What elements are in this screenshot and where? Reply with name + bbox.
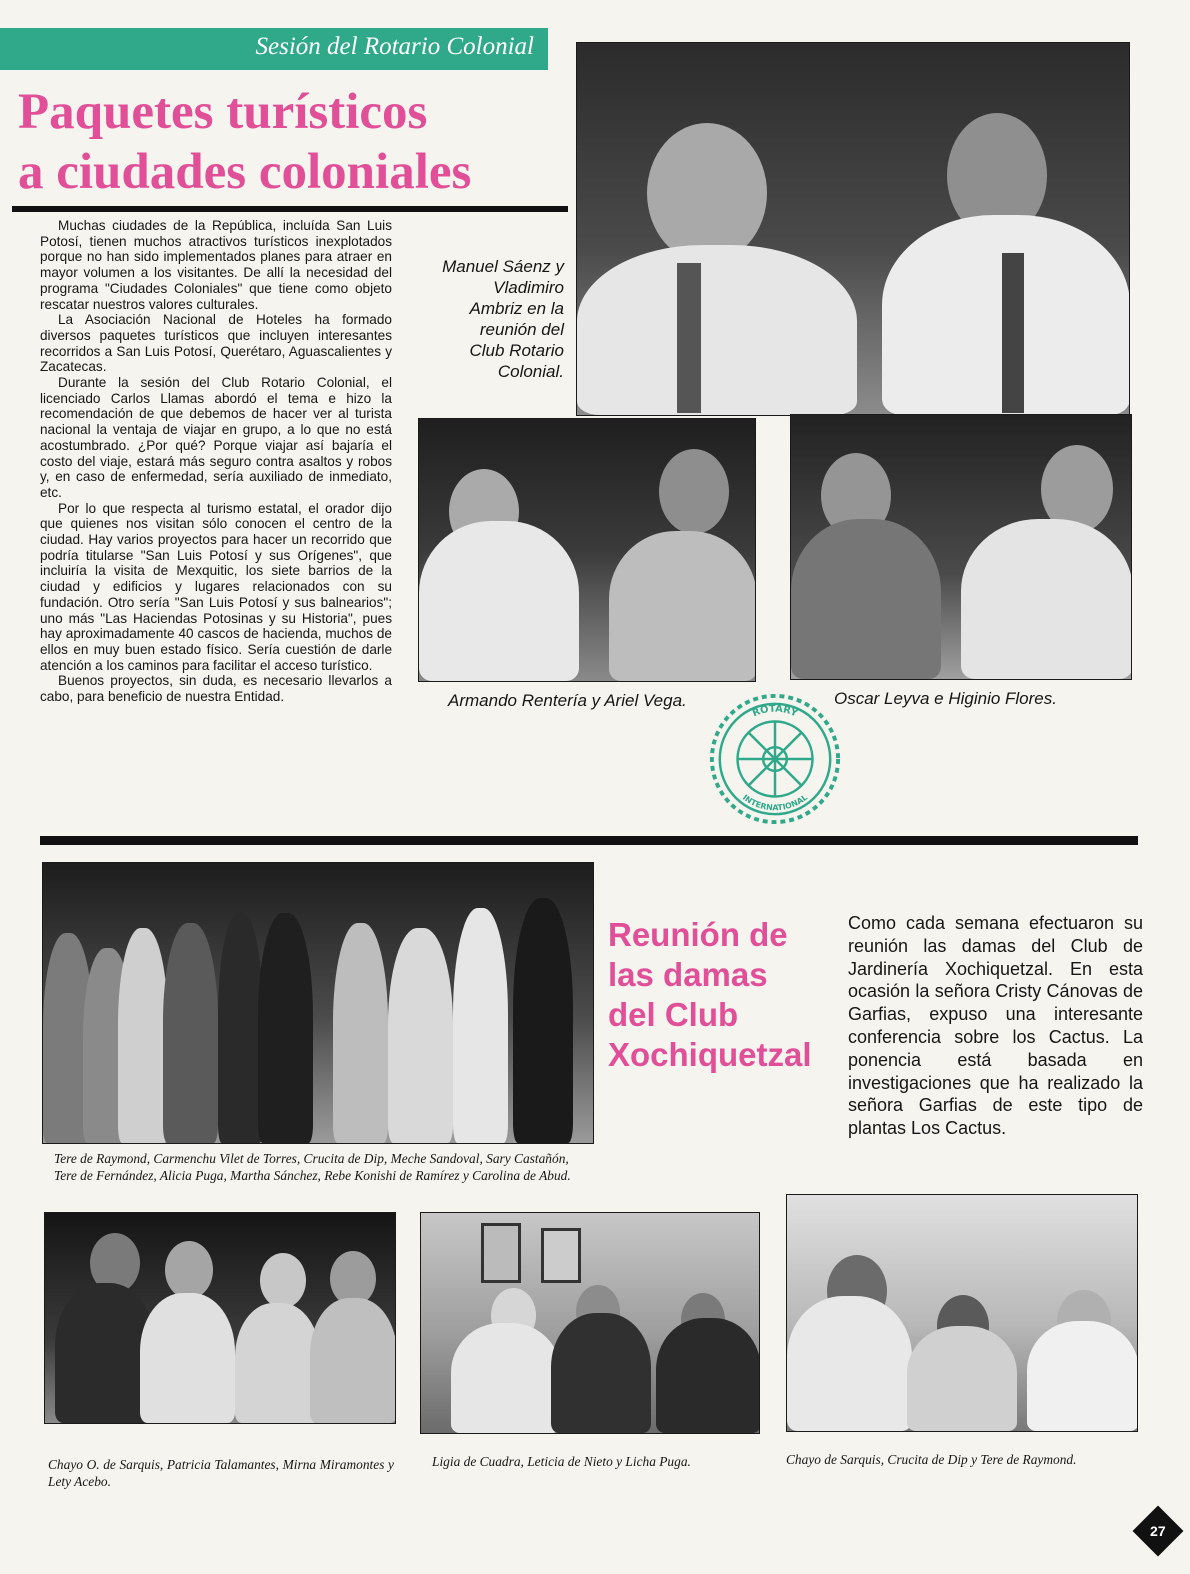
caption-bottom-1: Chayo O. de Sarquis, Patricia Talamantes, Mirna Miramontes y Lety Acebo. [48,1457,394,1489]
rotary-emblem [706,690,844,828]
photo-oscar-leyva-higinio-flores [790,414,1132,680]
article-paragraph: Muchas ciudades de la República, incluída San Luis Potosí, tienen muchos atractivos turísticos inexplotados porque no han sido implementados planes para atraer en mayor volumen a los visitantes. De allí la necesidad del programa "Ciudades Coloniales" que tiene como objeto rescatar nuestros valores culturales. [40,218,392,312]
page-title [18,82,574,202]
caption-bottom-3: Chayo de Sarquis, Crucita de Dip y Tere de Raymond. [786,1452,1077,1467]
caption-main-photo: Manuel Sáenz y Vladimiro Ambriz en la reunión del Club Rotario Colonial. [442,257,564,381]
caption-group-photo: Tere de Raymond, Carmenchu Vilet de Torres, Crucita de Dip, Meche Sandoval, Sary Castañón, Tere de Fernández, Alicia Puga, Martha Sánchez, Rebe Konishi de Ramírez y Carolina de Abud. [54,1151,571,1183]
emblem-top-text: ROTARY [750,703,800,720]
headline-line-2: a ciudades coloniales [18,144,472,200]
caption-photo-left: Armando Rentería y Ariel Vega. [448,691,687,710]
page-number: 27 [1133,1506,1184,1557]
photo-bottom-2 [420,1212,760,1434]
photo-armando-renteria-ariel-vega [418,418,756,682]
article-paragraph: Durante la sesión del Club Rotario Colonial, el licenciado Carlos Llamas abordó el tema e hizo la recomendación de que debemos de hacer ver al turista nacional la ventaja de viajar en grupo, a lo que no está acostumbrado. ¿Por qué? Porque viajar así bajaría el costo del viaje, estará más seguro contra asaltos y robos y, en caso de enfermedad, sería auxiliado de inmediato, etc. [40,375,392,500]
sub-headline: Reunión de las damas del Club Xochiquetzal [608,916,812,1073]
photo-bottom-1 [44,1212,396,1424]
article-paragraph: Buenos proyectos, sin duda, es necesario llevarlos a cabo, para beneficio de nuestra Entidad. [40,673,392,705]
article-body [40,218,392,705]
caption-bottom-2: Ligia de Cuadra, Leticia de Nieto y Licha Puga. [432,1454,691,1469]
photo-bottom-3 [786,1194,1138,1432]
xochiquetzal-article-body: Como cada semana efectuaron su reunión las damas del Club de Jardinería Xochiquetzal. En esta ocasión la señora Cristy Cánovas de Garfias, expuso una interesante conferencia sobre los Cactus. La ponencia está basada en investigaciones que ha realizado la señora Garfias de este tipo de plantas Los Cactus. [848,913,1143,1139]
photo-group-damas [42,862,594,1144]
article-paragraph: Por lo que respecta al turismo estatal, el orador dijo que quienes nos visitan sólo conocen el centro de la ciudad. Hay varios proyectos para hacer un recorrido que podría titularse "San Luis Potosí y sus Orígenes", que incluiría la visita de Mexquitic, los siete barrios de la ciudad y edificios y lugares relacionados con su fundación. Otro sería "San Luis Potosí y sus balnearios"; uno más "Las Haciendas Potosinas y su Historia", pues hay aproximadamente 40 cascos de hacienda, muchos de ellos en muy buen estado físico. Sería cuestión de darle atención a los caminos para facilitar el acceso turístico. [40,500,392,673]
section-divider [40,836,1138,845]
section-banner [0,28,548,70]
section-banner-label: Sesión del Rotario Colonial [255,33,534,60]
headline-line-1: Paquetes turísticos [18,84,428,140]
article-paragraph: La Asociación Nacional de Hoteles ha formado diversos paquetes turísticos que incluyen interesantes recorridos a San Luis Potosí, Querétaro, Aguascalientes y Zacatecas. [40,312,392,375]
photo-manuel-saenz-vladimiro-ambriz [576,42,1130,416]
headline-rule [12,206,568,212]
caption-photo-right: Oscar Leyva e Higinio Flores. [834,689,1057,708]
emblem-bottom-text: INTERNATIONAL [740,792,810,813]
